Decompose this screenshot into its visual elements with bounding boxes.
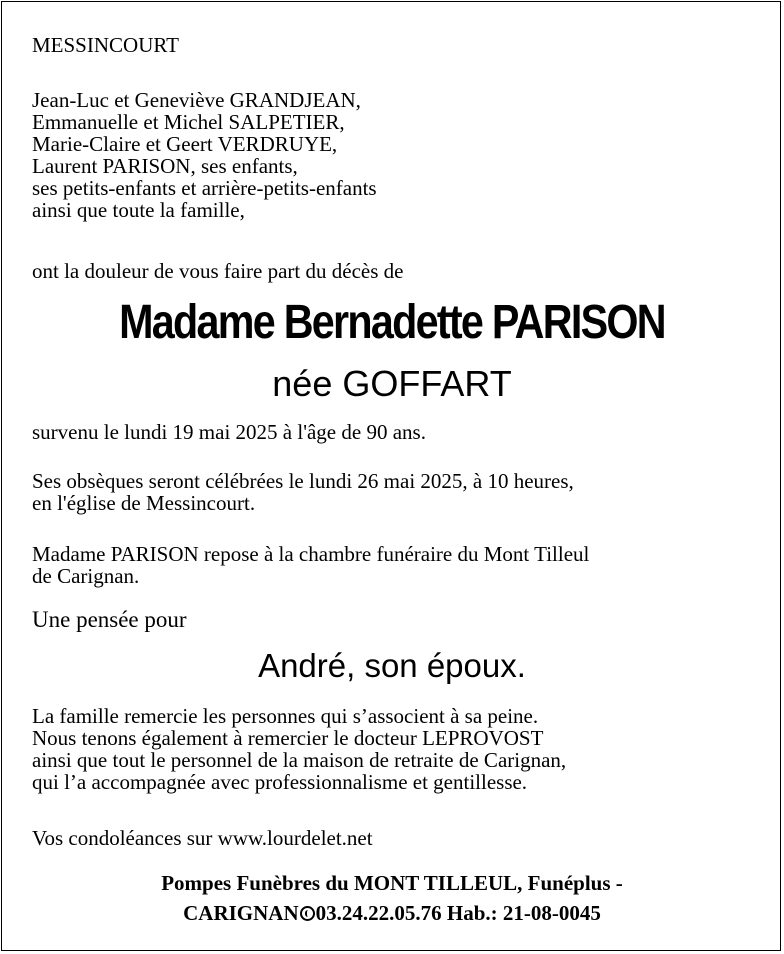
town-name: MESSINCOURT bbox=[32, 33, 179, 57]
family-line: Emmanuelle et Michel SALPETIER, bbox=[32, 110, 345, 134]
family-line: Marie-Claire et Geert VERDRUYE, bbox=[32, 132, 338, 156]
funeral-line: en l'église de Messincourt. bbox=[32, 491, 256, 515]
death-info bbox=[32, 421, 426, 443]
family-line: ses petits-enfants et arrière-petits-enfants bbox=[32, 176, 377, 200]
family-line: Laurent PARISON, ses enfants, bbox=[32, 154, 298, 178]
thought-intro-text: Une pensée pour bbox=[32, 607, 187, 632]
funeral-line: Ses obsèques seront célébrées le lundi 26 mai 2025, à 10 heures, bbox=[32, 469, 574, 493]
phone-icon bbox=[300, 906, 315, 921]
footer-city: CARIGNAN bbox=[183, 901, 299, 925]
footer-details: 03.24.22.05.76 Hab.: 21-08-0045 bbox=[315, 901, 601, 925]
rest-line: Madame PARISON repose à la chambre funéraire du Mont Tilleul bbox=[32, 542, 590, 566]
rest-line: de Carignan. bbox=[32, 564, 140, 588]
condolences bbox=[32, 827, 373, 849]
funeral-info bbox=[32, 470, 574, 514]
announcement bbox=[32, 260, 403, 282]
thanks-paragraph bbox=[32, 705, 566, 793]
spouse-name: André, son époux. bbox=[258, 647, 526, 684]
deceased-name: Madame Bernadette PARISON bbox=[119, 296, 665, 349]
thanks-line: ainsi que tout le personnel de la maison de retraite de Carignan, bbox=[32, 748, 567, 772]
family-list bbox=[32, 89, 377, 221]
footer-line-1: Pompes Funèbres du MONT TILLEUL, Funéplus - bbox=[161, 871, 623, 895]
footer-line-2 bbox=[0, 898, 784, 928]
town-heading bbox=[32, 34, 179, 56]
family-line: Jean-Luc et Geneviève GRANDJEAN, bbox=[32, 88, 361, 112]
thanks-line: La famille remercie les personnes qui s’associent à sa peine. bbox=[32, 704, 539, 728]
family-line: ainsi que toute la famille, bbox=[32, 198, 245, 222]
death-info-text: survenu le lundi 19 mai 2025 à l'âge de 90 ans. bbox=[32, 420, 426, 444]
thanks-line: Nous tenons également à remercier le docteur LEPROVOST bbox=[32, 726, 544, 750]
rest-info bbox=[32, 543, 589, 587]
maiden-name: née GOFFART bbox=[272, 363, 512, 404]
thought-intro bbox=[32, 608, 187, 632]
announcement-text: ont la douleur de vous faire part du décès de bbox=[32, 259, 404, 283]
funeral-home-footer bbox=[0, 868, 784, 928]
thanks-line: qui l’a accompagnée avec professionnalisme et gentillesse. bbox=[32, 770, 528, 794]
condolences-text: Vos condoléances sur www.lourdelet.net bbox=[32, 826, 373, 850]
